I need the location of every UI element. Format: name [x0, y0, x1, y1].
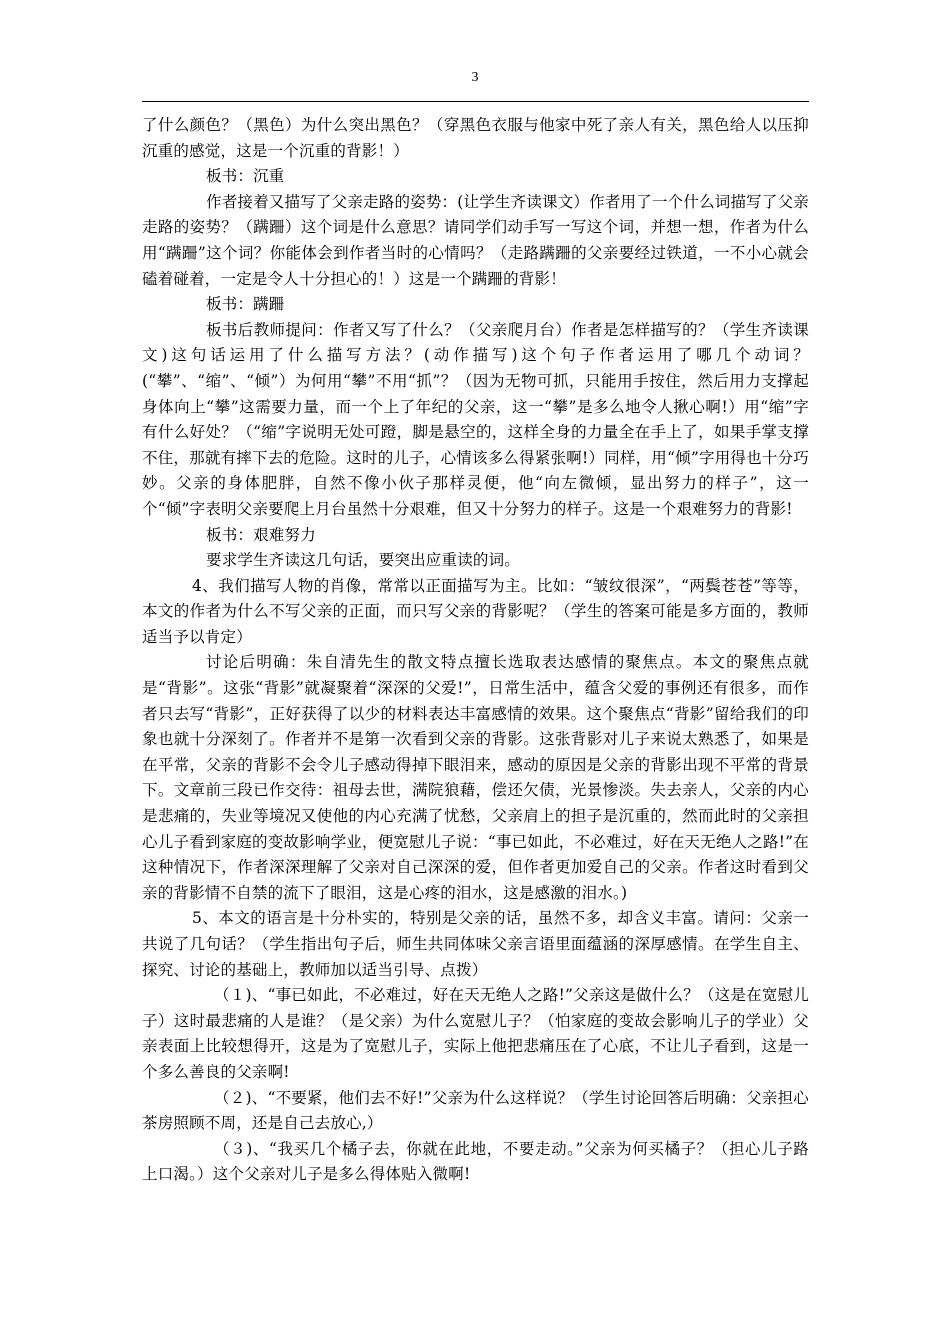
paragraph: 作者接着又描写了父亲走路的姿势：(让学生齐读课文）作者用了一个什么词描写了父亲走路的姿势？（蹒跚）这个词是什么意思？请同学们动手写一写这个词，并想一想，作者为什么用“蹒跚”这个词？你能体会到作者当时的心情吗？（走路蹒跚的父亲要经过铁道，一不小心就会磕着碰着，一定是令人十分担心的！）这是一个蹒跚的背影！ [142, 192, 809, 288]
board-note: 板书：沉重 [206, 167, 285, 186]
board-note: 板书：艰难努力 [206, 525, 316, 544]
page-number: 3 [471, 70, 479, 85]
sub-item: （１)、“事已如此，不必难过，好在天无绝人之路!”父亲这是做什么？（这是在宽慰儿子）这时最悲痛的人是谁？（是父亲）为什么宽慰儿子？（怕家庭的变故会影响儿子的学业）父亲表面上比较想得开，这是为了宽慰儿子，实际上他把悲痛压在了心底，不让儿子看到，这是一个多么善良的父亲啊! [142, 986, 809, 1081]
question-item: 5、本文的语言是十分朴实的，特别是父亲的话，虽然不多，却含义丰富。请问：父亲一共说了几句话？（学生指出句子后，师生共同体味父亲言语里面蕴涵的深厚感情。在学生自主、探究、讨论的基础上，教师加以适当引导、点拨） [142, 909, 809, 979]
sub-item: （２)、“不要紧，他们去不好!”父亲为什么这样说？（学生讨论回答后明确：父亲担心茶房照顾不周，还是自己去放心,） [142, 1088, 809, 1133]
document-body [142, 113, 809, 1188]
board-note: 板书：蹒跚 [206, 295, 285, 314]
sub-item: （３)、“我买几个橘子去，你就在此地，不要走动。”父亲为何买橘子？（担心儿子路上口渴。）这个父亲对儿子是多么得体贴入微啊! [142, 1139, 809, 1184]
question-item: 4、我们描写人物的肖像，常常以正面描写为主。比如：“皱纹很深”，“两鬓苍苍”等等，本文的作者为什么不写父亲的正面，而只写父亲的背影呢？（学生的答案可能是多方面的，教师适当予以肯定） [142, 576, 809, 646]
paragraph: 讨论后明确：朱自清先生的散文特点擅长选取表达感情的聚焦点。本文的聚焦点就是“背影”。这张“背影”就凝聚着“深深的父爱!”，日常生活中，蕴含父爱的事例还有很多，而作者只去写“背影”，正好获得了以少的材料表达丰富感情的效果。这个聚焦点“背影”留给我们的印象也就十分深刻了。作者并不是第一次看到父亲的背影。这张背影对儿子来说太熟悉了，如果是在平常，父亲的背影不会令儿子感动得掉下眼泪来，感动的原因是父亲的背影出现不平常的背景下。文章前三段已作交待：祖母去世，满院狼藉，偿还欠债，光景惨淡。失去亲人，父亲的内心是悲痛的，失业等境况又使他的内心充满了忧愁，父亲肩上的担子是沉重的，然而此时的父亲担心儿子看到家庭的变故影响学业，便宽慰儿子说：“事已如此，不必难过，好在天无绝人之路!”在这种情况下，作者深深理解了父亲对自己深深的爱，但作者更加爱自己的父亲。作者这时看到父亲的背影情不自禁的流下了眼泪，这是心疼的泪水，这是感激的泪水。) [142, 653, 809, 902]
paragraph: 要求学生齐读这几句话，要突出应重读的词。 [206, 551, 521, 570]
paragraph: 了什么颜色？（黑色）为什么突出黑色？（穿黑色衣服与他家中死了亲人有关，黑色给人以压抑沉重的感觉，这是一个沉重的背影！） [142, 116, 809, 160]
paragraph: 板书后教师提问：作者又写了什么？（父亲爬月台）作者是怎样描写的？（学生齐读课文)这句话运用了什么描写方法？(动作描写)这个句子作者运用了哪几个动词？(“攀”、“缩”、“倾”）为何用“攀”不用“抓”？（因为无物可抓，只能用手按住，然后用力支撑起身体向上“攀”这需要力量，而一个上了年纪的父亲，这一“攀”是多么地令人揪心啊!）用“缩”字有什么好处？（“缩”字说明无处可蹬，脚是悬空的，这样全身的力量全在手上了，如果手掌支撑不住，那就有摔下去的危险。这时的儿子，心情该多么得紧张啊!）同样，用“倾”字用得也十分巧妙。父亲的身体肥胖，自然不像小伙子那样灵便，他“向左微倾，显出努力的样子”，这一个“倾”字表明父亲要爬上月台虽然十分艰难，但又十分努力的样子。这是一个艰难努力的背影! [142, 320, 810, 518]
header-rule [142, 101, 809, 102]
